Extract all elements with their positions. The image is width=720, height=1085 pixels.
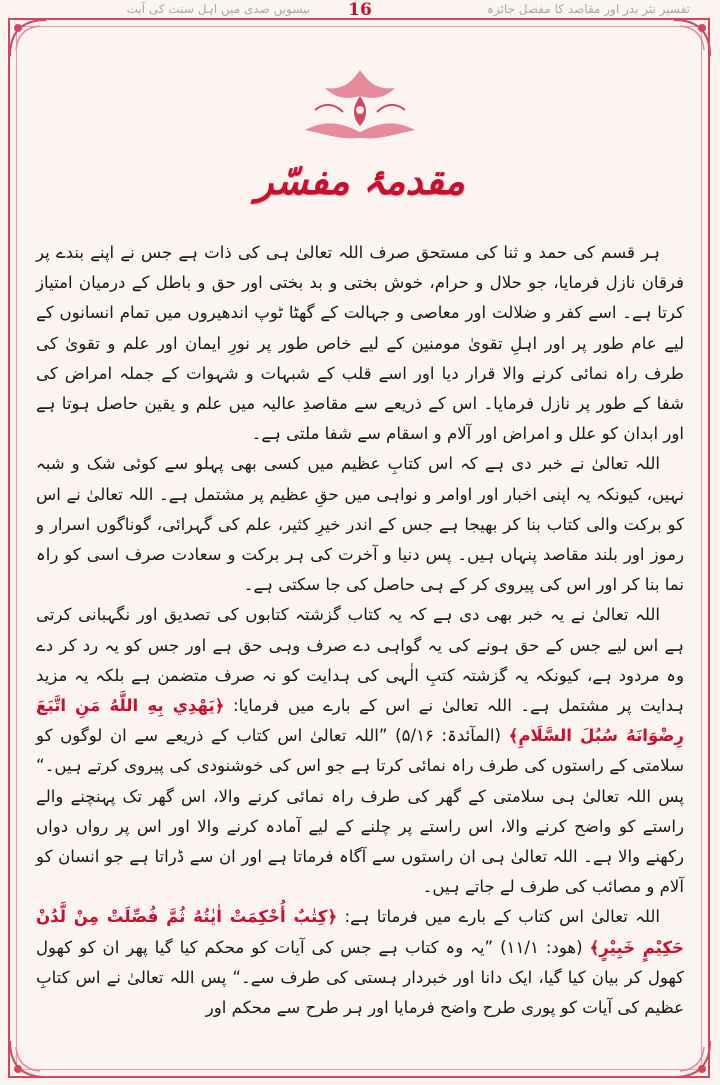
floral-ornament-icon — [295, 60, 425, 150]
paragraph — [36, 902, 684, 1023]
corner-ornament-icon — [670, 1037, 714, 1081]
paragraph-text: ”اللہ تعالیٰ اس کتاب کے ذریعے سے ان لوگوں کو سلامتی کے راستوں کی طرف راہ نمائی کرتا ہے جو اس کی خوشنودی کی پیروی کرتے ہیں۔“ پس اللہ تعالیٰ ہی سلامتی کے گھر کی طرف راہ نمائی کرنے والا، اس گھر تک پہنچنے والے راستے کو واضح کرنے والا، اس راستے پر چلنے کے لیے آمادہ کرنے والا اور اس پر رواں دواں رکھنے والا ہے۔ اللہ تعالیٰ ہی ان راستوں سے آگاہ فرماتا ہے اور ان سے ڈراتا ہے جو انسان کو آلام و مصائب کی طرف لے جاتے ہیں۔ — [36, 726, 684, 897]
quran-verse: ﴿يَهْدِي بِهِ اللَّهُ مَنِ اتَّبَعَ رِضْوَانَهُ سُبُلَ السَّلَامِ﴾ — [36, 696, 684, 746]
corner-ornament-icon — [6, 1037, 50, 1081]
paragraph-text: اللہ تعالیٰ نے یہ خبر بھی دی ہے کہ یہ کتاب گزشتہ کتابوں کی تصدیق اور نگہبانی کرتی ہے اس لیے جس کے حق ہونے کی یہ گواہی دے صرف وہی حق ہے اور جس کو یہ رد کر دے وہ مردود ہے، کیونکہ یہ گزشتہ کتبِ الٰہی کی ہدایت کو نہ صرف متضمن ہے بلکہ یہ مزید ہدایت پر مشتمل ہے۔ اللہ تعالیٰ نے اس کے بارے میں فرمایا: — [36, 605, 685, 716]
running-head-left: بیسویں صدی میں اہلِ سنت کی آیت — [126, 2, 310, 16]
verse-reference: (ھود: ۱۱/۱) — [500, 937, 583, 957]
paragraph: ہر قسم کی حمد و ثنا کی مستحق صرف اللہ تعالیٰ ہی کی ذات ہے جس نے اپنے بندے پر فرقان نازل فرمایا، جو حلال و حرام، خوش بختی و بد بختی اور حق و باطل کے درمیان امتیاز کرتا ہے۔ اسے کفر و ضلالت اور معاصی و جہالت کے گھٹا ٹوپ اندھیروں میں تمام انسانوں کے لیے عام طور پر اور اہلِ تقویٰ مومنین کے لیے خاص طور پر نورِ ایمان اور علم و تقویٰ کی طرف راہ نمائی کرنے والا قرار دیا اور اسے قلب کے شبہات و شہوات کے جملہ امراض کی شفا کے طور پر نازل فرمایا۔ اس کے ذریعے سے مقاصدِ عالیہ میں علم و یقین حاصل ہوتا ہے اور ابدان کو علل و امراض اور آلام و اسقام سے شفا ملتی ہے۔ — [36, 243, 684, 444]
paragraph-text: ”یہ وہ کتاب ہے جس کی آیات کو محکم کیا گیا پھر ان کو کھول کھول کر بیان کیا گیا، ایک دانا اور خبردار ہستی کی طرف سے۔“ پس اللہ تعالیٰ نے اس کتابِ عظیم کی آیات کو پوری طرح واضح فرمایا اور ہر طرح سے محکم اور — [36, 937, 684, 1018]
page-number: 16 — [348, 0, 372, 20]
quran-verse: ﴿كِتٰبٌ أُحْكِمَتْ اٰيٰتُهُ ثُمَّ فُصِّلَتْ مِنْ لَّدُنْ حَكِيْمٍ خَبِيْرٍ﴾ — [36, 907, 684, 957]
verse-reference: (المآئدۃ: ۵/۱۶) — [395, 726, 501, 746]
corner-ornament-icon — [6, 16, 50, 60]
body-text — [36, 238, 684, 1023]
paragraph: اللہ تعالیٰ نے خبر دی ہے کہ اس کتابِ عظیم میں کسی بھی پہلو سے کوئی شک و شبہ نہیں، کیونکہ یہ اپنی اخبار اور اوامر و نواہی میں حقِ عظیم پر مشتمل ہے۔ اللہ تعالیٰ نے اس کو برکت والی کتاب بنا کر بھیجا ہے جس کے اندر خیرِ کثیر، علم کی گہرائی، گوناگوں اسرار و رموز اور بلند مقاصد پنہاں ہیں۔ پس دنیا و آخرت کی ہر برکت و سعادت صرف اسی کو راہ نما بنا کر اور اس کی پیروی کر کے ہی حاصل کی جا سکتی ہے۔ — [36, 454, 684, 595]
running-head-right: تفسیر نثر بدر اور مقاصد کا مفصل جائزہ — [486, 2, 690, 16]
paragraph — [36, 600, 684, 902]
corner-ornament-icon — [670, 16, 714, 60]
page-title: مقدمۂ مفسّر — [255, 158, 465, 203]
paragraph-text: اللہ تعالیٰ اس کتاب کے بارے میں فرماتا ہے: — [344, 907, 660, 927]
